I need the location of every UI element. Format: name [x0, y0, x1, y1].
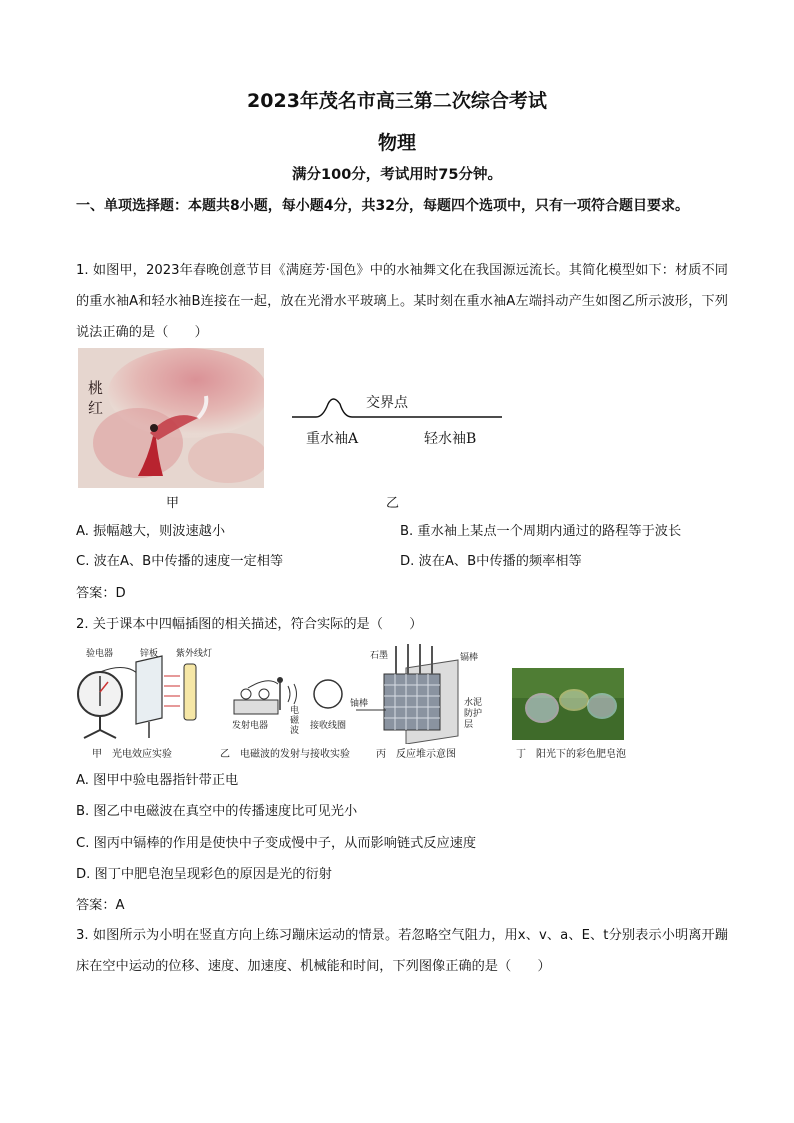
q1-option-a: A. 振幅越大，则波速越小 [76, 524, 226, 539]
exam-title: 2023年茂名市高三第二次综合考试 [247, 90, 547, 112]
q1-fig-yi-label: 乙 [386, 496, 400, 511]
q2-answer: 答案：A [76, 898, 125, 913]
subject-title: 物理 [377, 132, 416, 154]
q1-figure-jia [78, 348, 264, 488]
label-cadmium-rod: 镉棒 [460, 653, 479, 663]
q1-answer: 答案：D [76, 586, 126, 601]
q2-figure-yi [228, 660, 358, 750]
q2-option-d: D. 图丁中肥皂泡呈现彩色的原因是光的衍射 [76, 867, 332, 882]
q2-figure-bing [346, 640, 496, 748]
label-receiver-coil: 接收线圈 [310, 721, 347, 731]
junction-label: 交界点 [366, 395, 408, 411]
q2-caption-bing: 丙 反应堆示意图 [376, 749, 456, 760]
label-graphite: 石墨 [370, 651, 389, 661]
q1-option-b: B. 重水袖上某点一个周期内通过的路程等于波长 [400, 524, 682, 539]
q1-stem: 1. 如图甲，2023年春晚创意节目《满庭芳·国色》中的水袖舞文化在我国源远流长。其简化模型如下：材质不同的重水袖A和轻水袖B连接在一起，放在光滑水平玻璃上。某时刻在重水袖A左端抖动产生如图乙所示波形，下列说法正确的是（ ） [76, 263, 728, 340]
soap-bubble-photo [512, 668, 624, 740]
exam-info: 满分100分，考试用时75分钟。 [292, 167, 502, 183]
light-sleeve-label: 轻水袖B [424, 431, 477, 447]
q2-caption-yi: 乙 电磁波的发射与接收实验 [220, 749, 350, 760]
q2-caption-ding: 丁 阳光下的彩色肥皂泡 [516, 749, 626, 760]
label-uranium-rod: 铀棒 [350, 699, 369, 709]
painting-calligraphy: 桃红 [88, 379, 104, 417]
q1-fig-jia-label: 甲 [166, 496, 180, 511]
label-electroscope: 验电器 [86, 649, 114, 659]
heavy-sleeve-label: 重水袖A [306, 431, 359, 447]
q2-figure-jia [70, 642, 220, 762]
label-zinc-plate: 锌板 [140, 649, 159, 659]
label-em-wave: 电磁波 [290, 706, 300, 736]
q3-stem: 3. 如图所示为小明在竖直方向上练习蹦床运动的情景。若忽略空气阻力，用x、v、a、E、t分别表示小明离开蹦床在空中运动的位移、速度、加速度、机械能和时间，下列图像正确的是（ ） [76, 928, 728, 974]
q2-stem: 2. 关于课本中四幅插图的相关描述，符合实际的是（ ） [76, 617, 423, 632]
section-heading: 一、单项选择题：本题共8小题，每小题4分，共32分，每题四个选项中，只有一项符合题目要求。 [76, 198, 689, 214]
water-sleeve-dance-image [78, 348, 264, 488]
q2-option-b: B. 图乙中电磁波在真空中的传播速度比可见光小 [76, 804, 358, 819]
q2-option-a: A. 图甲中验电器指针带正电 [76, 773, 239, 788]
label-transmitter: 发射电器 [232, 721, 269, 731]
label-cement-shield: 水泥防护层 [464, 698, 483, 730]
q1-option-c: C. 波在A、B中传播的速度一定相等 [76, 554, 284, 569]
label-uv-lamp: 紫外线灯 [176, 649, 213, 659]
q1-option-d: D. 波在A、B中传播的频率相等 [400, 554, 582, 569]
q2-caption-jia: 甲 光电效应实验 [92, 749, 172, 760]
q2-option-c: C. 图丙中镉棒的作用是使快中子变成慢中子，从而影响链式反应速度 [76, 836, 477, 851]
